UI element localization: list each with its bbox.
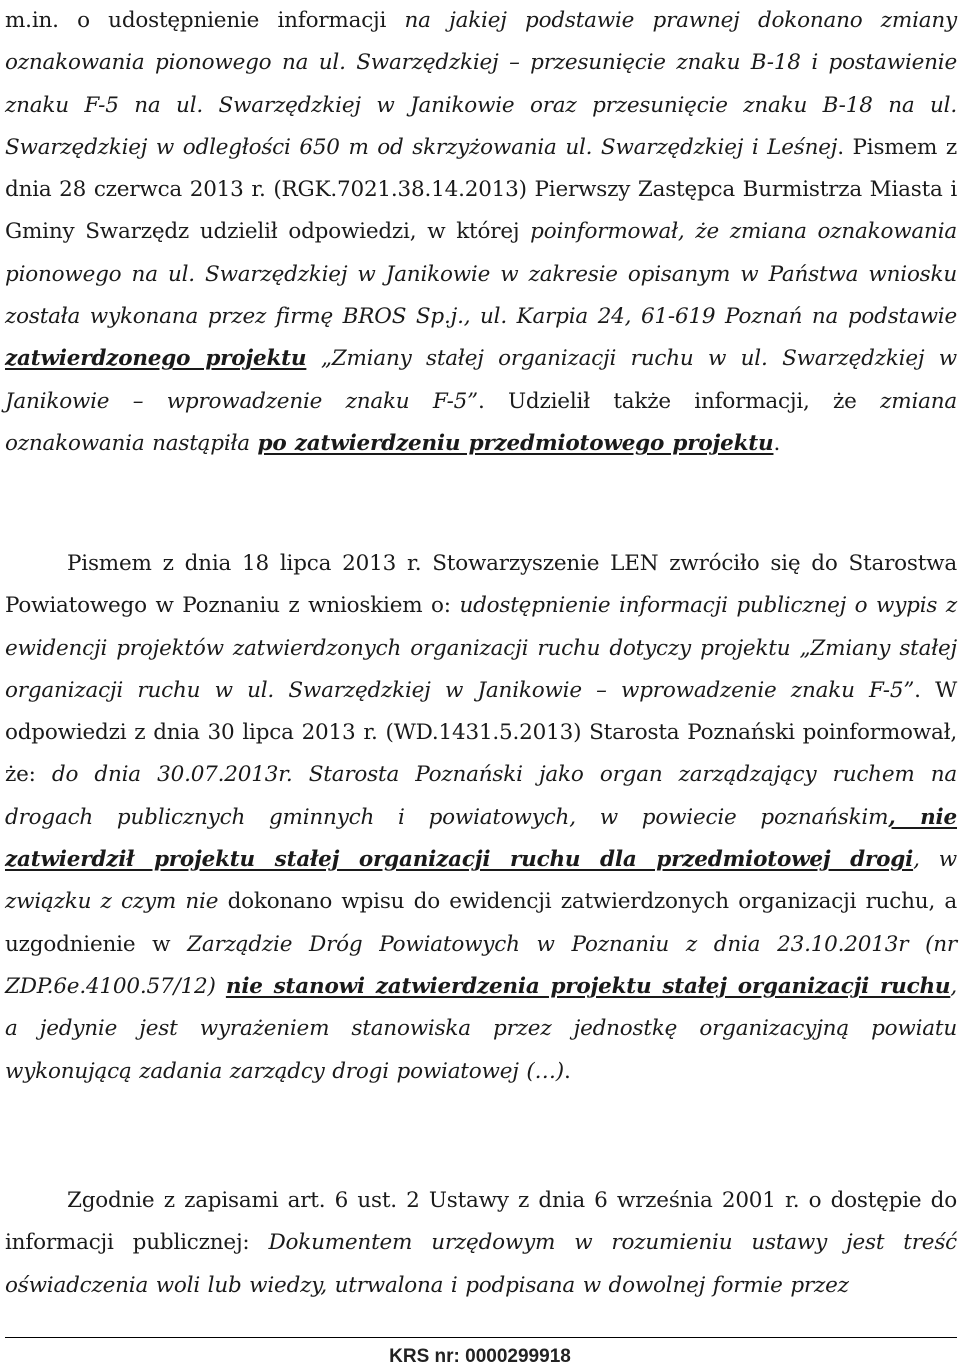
italic-run: „Zmiany stałej organizacji ruchu w ul. Swarzędzkiej w Janikowie – wprowadzenie znaku F-5”	[5, 346, 957, 414]
paragraph-3	[5, 1180, 957, 1307]
underlined-bold-run: zatwierdzonego projektu	[5, 346, 307, 372]
italic-run: do dnia 30.07.2013r. Starosta Poznański jako organ zarządzający ruchem na drogach publicznych gminnych i powiatowych, w powiecie poznańskim	[5, 762, 957, 830]
italic-run: Zarządzie Dróg Powiatowych w Poznaniu z dnia 23.10.2013r (nr ZDP.6e.4100.57/12)	[5, 931, 958, 999]
italic-run: Dokumentem urzędowym w rozumieniu ustawy jest treść oświadczenia woli lub wiedzy, utrwalona i podpisana w dowolnej formie przez	[5, 1230, 957, 1298]
text-run: .	[773, 430, 781, 456]
text-run: . W odpowiedzi z dnia 30 lipca 2013 r. (WD.1431.5.2013) Starosta Poznański poinformował, że:	[5, 677, 957, 788]
footer-krs: KRS nr: 0000299918	[389, 1346, 571, 1367]
text-run: . Pismem z dnia 28 czerwca 2013 r. (RGK.7021.38.14.2013) Pierwszy Zastępca Burmistrza Miasta i Gminy Swarzędz udzielił odpowiedzi, w której	[5, 134, 957, 245]
text-run: Zgodnie z zapisami art. 6 ust. 2 Ustawy z dnia 6 września 2001 r. o dostępie do informacji publicznej:	[5, 1188, 957, 1256]
text-run: .	[564, 1058, 571, 1084]
text-run: Pismem z dnia 18 lipca 2013 r. Stowarzyszenie LEN zwróciło się do Starostwa Powiatowego w Poznaniu z wnioskiem o:	[5, 551, 957, 619]
underlined-bold-run: po zatwierdzeniu przedmiotowego projektu	[257, 430, 774, 456]
text-run: . Udzielił także informacji, że	[477, 388, 881, 414]
italic-run: na jakiej podstawie prawnej dokonano zmiany oznakowania pionowego na ul. Swarzędzkiej – przesunięcie znaku B-18 i postawienie znaku F-5 na ul. Swarzędzkiej w Janikowie oraz przesunięcie znaku B-18 na ul. Swarzędzkiej w odległości 650 m od skrzyżowania ul. Swarzędzkiej i Leśnej	[5, 8, 958, 160]
italic-run: udostępnienie informacji publicznej o wypis z ewidencji projektów zatwierdzonych organizacji ruchu dotyczy projektu „Zmiany stałej organizacji ruchu w ul. Swarzędzkiej w Janikowie – wprowadzenie znaku F-5”	[5, 593, 957, 703]
paragraph-2	[5, 543, 957, 1093]
underlined-bold-run: nie stanowi zatwierdzenia projektu stałej organizacji ruchu	[225, 973, 951, 999]
text-run: dokonano wpisu do ewidencji zatwierdzonych organizacji ruchu	[227, 889, 929, 915]
italic-run: zmiana oznakowania nastąpiła	[5, 388, 957, 456]
footer-divider	[5, 1337, 957, 1338]
italic-run: poinformował, że zmiana oznakowania pionowego na ul. Swarzędzkiej w Janikowie w zakresie opisanym w Państwa wniosku została wykonana przez firmę BROS Sp.j., ul. Karpia 24, 61-619 Poznań na podstawie	[5, 219, 957, 330]
underlined-bold-run: , nie zatwierdził projektu stałej organizacji ruchu dla przedmiotowej drogi	[5, 804, 957, 873]
italic-run: , w związku z czym nie	[5, 847, 957, 915]
paragraph-1	[5, 0, 957, 465]
text-run: , a uzgodnienie w	[5, 889, 958, 957]
italic-run: , a jedynie jest wyrażeniem stanowiska przez jednostkę organizacyjną powiatu wykonującą zadania zarządcy drogi powiatowej (…)	[5, 973, 957, 1084]
text-run: m.in. o udostępnienie informacji	[5, 8, 405, 33]
